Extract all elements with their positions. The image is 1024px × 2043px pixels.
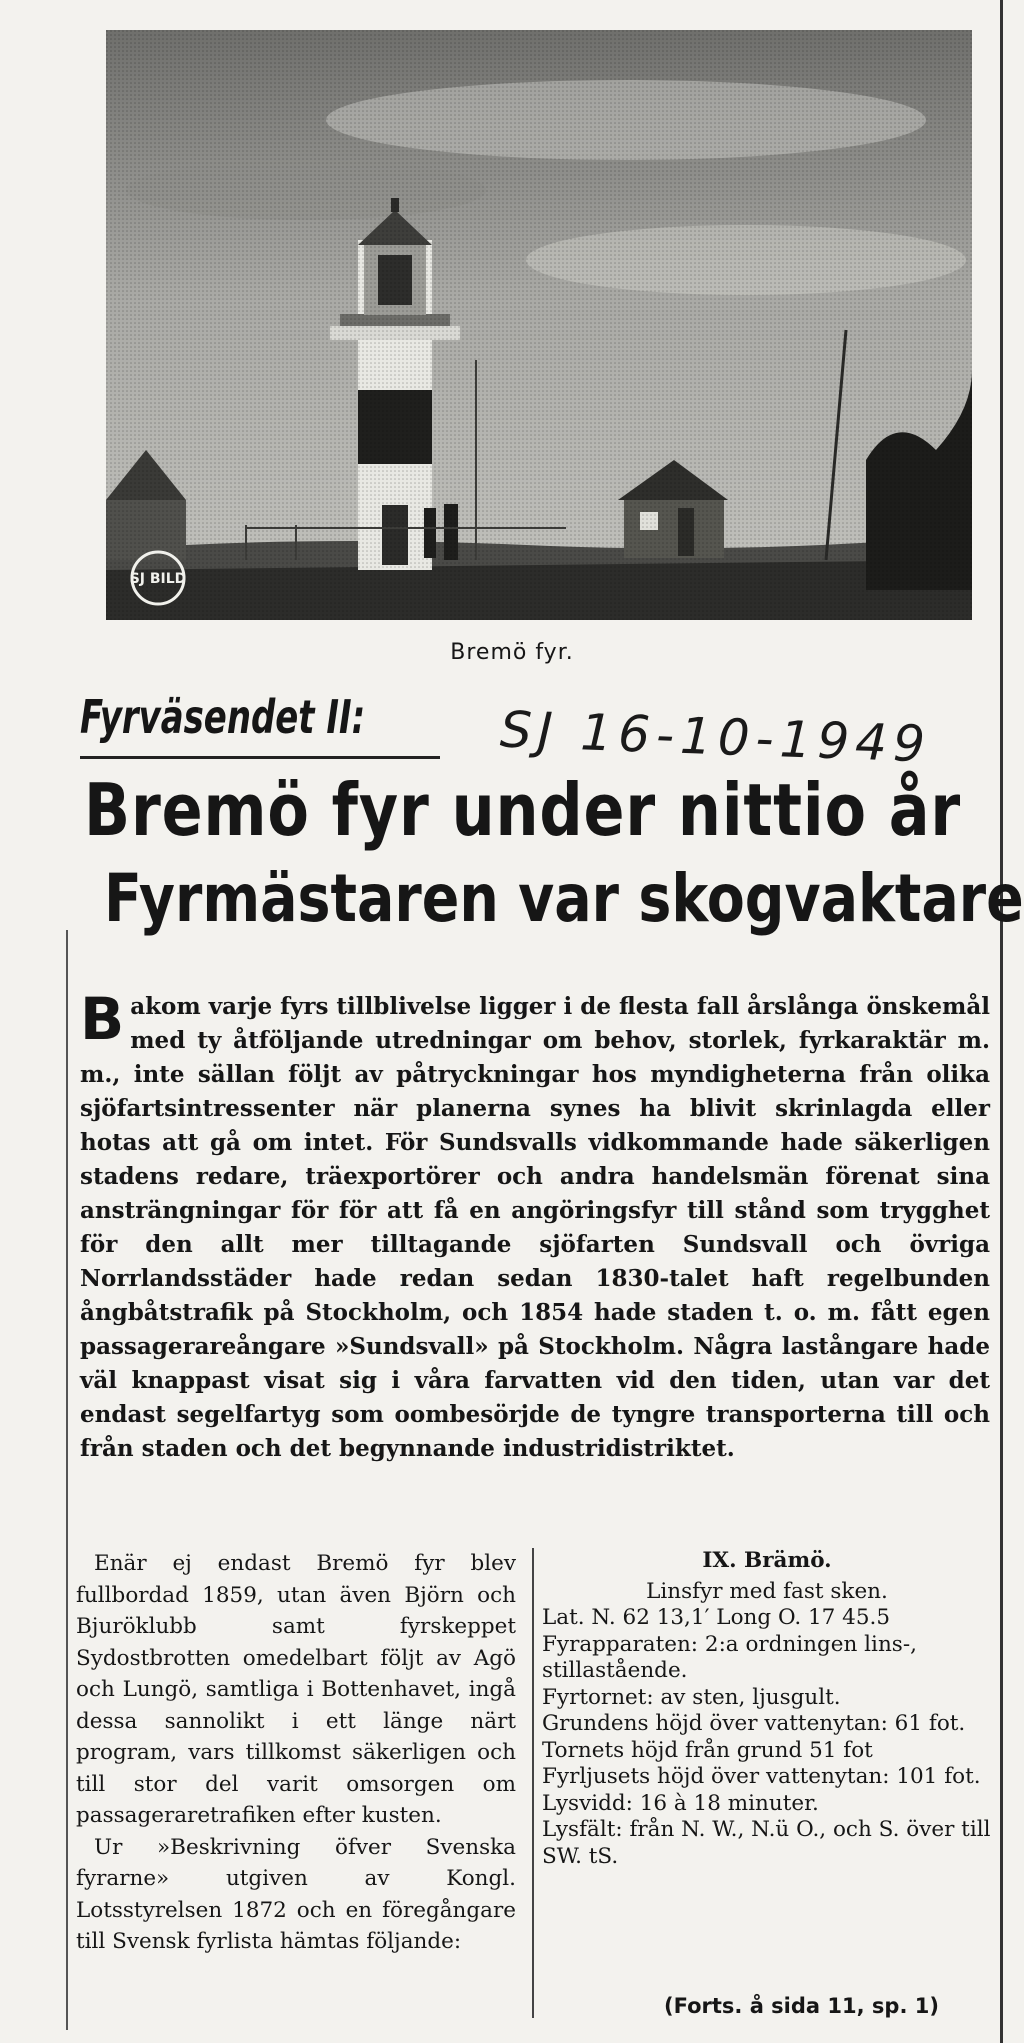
fact-line: Fyrtornet: av sten, ljusgult. bbox=[542, 1684, 841, 1710]
lighthouse-photo bbox=[106, 30, 972, 620]
lead-text: akom varje fyrs tillblivelse ligger i de flesta fall årslånga önskemål med ty åtföljande utredningar om behov, storlek, fyrkaraktär m. m., inte sällan följt av påtryckningar hos myndigheterna från olika sjöfartsintressenter när planerna synes ha blivit skrinlagda eller hotas att gå om intet. För Sundsvalls vidkommande hade säkerligen stadens redare, träexportörer och andra handelsmän förenat sina ansträngningar för för att få en angöringsfyr till stånd som trygghet för den allt mer tilltagande sjöfarten Sundsvall och övriga Norrlandsstäder hade redan sedan 1830-talet haft regelbunden ångbåtstrafik på Stockholm, och 1854 hade staden t. o. m. fått egen passagerareångare »Sundsvall» på Stockholm. Några lastångare hade väl knappast visat sig i våra farvatten vid den tiden, utan var det endast segelfartyg som oombesörjde de tyngre transporterna till och från staden och det begynnande industridistriktet. bbox=[80, 993, 991, 1462]
series-underline bbox=[80, 756, 440, 759]
fact-line: Linsfyr med fast sken. bbox=[646, 1578, 888, 1604]
left-paragraph: Ur »Beskrivning öfver Svenska fyrarne» utgiven av Kongl. Lotsstyrelsen 1872 och en föregångare till Svensk fyrlista hämtas följande: bbox=[76, 1834, 516, 1954]
photo-caption: Bremö fyr. bbox=[450, 640, 574, 665]
left-column bbox=[76, 1548, 516, 1958]
drop-cap: B bbox=[80, 985, 125, 1053]
clipping-edge bbox=[1000, 0, 1003, 2043]
fact-line: Tornets höjd från grund 51 fot bbox=[542, 1737, 873, 1763]
handwritten-date-note: SJ 16-10-1949 bbox=[499, 700, 932, 774]
column-divider bbox=[532, 1548, 534, 2018]
series-label: Fyrväsendet II: bbox=[80, 690, 366, 744]
headline: Bremö fyr under nittio år bbox=[84, 768, 962, 852]
fact-line: Lat. N. 62 13,1′ Long O. 17 45.5 bbox=[542, 1605, 891, 1630]
lighthouse-section-title: IX. Brämö. bbox=[702, 1548, 832, 1573]
fact-line: Fyrapparaten: 2:a ordningen lins-, stillastående. bbox=[542, 1631, 917, 1683]
photo-stamp: SJ BILD bbox=[129, 571, 187, 587]
fact-line: Grundens höjd över vattenytan: 61 fot. bbox=[542, 1711, 966, 1736]
column-rule bbox=[66, 930, 68, 2030]
fact-line: Lysfält: från N. W., N.ü O., och S. över till SW. tS. bbox=[542, 1817, 991, 1869]
fact-line: Fyrljusets höjd över vattenytan: 101 fot. bbox=[542, 1764, 981, 1789]
subheadline: Fyrmästaren var skogvaktare bbox=[104, 860, 1024, 937]
fact-line: Lysvidd: 16 à 18 minuter. bbox=[542, 1790, 819, 1816]
lead-paragraph bbox=[80, 985, 991, 1466]
continuation-note: (Forts. å sida 11, sp. 1) bbox=[664, 1994, 939, 2018]
left-paragraph: Enär ej endast Bremö fyr blev fullbordad 1859, utan även Björn och Bjuröklubb samt fyrskeppet Sydostbrotten omedelbart följt av Agö och Lungö, samtliga i Bottenhavet, ingå dessa sannolikt i ett länge närt program, vars tillkomst säkerligen och till stor del varit omsorgen om passageraretrafiken efter kusten. bbox=[76, 1551, 516, 1828]
right-column-facts bbox=[542, 1548, 992, 1870]
